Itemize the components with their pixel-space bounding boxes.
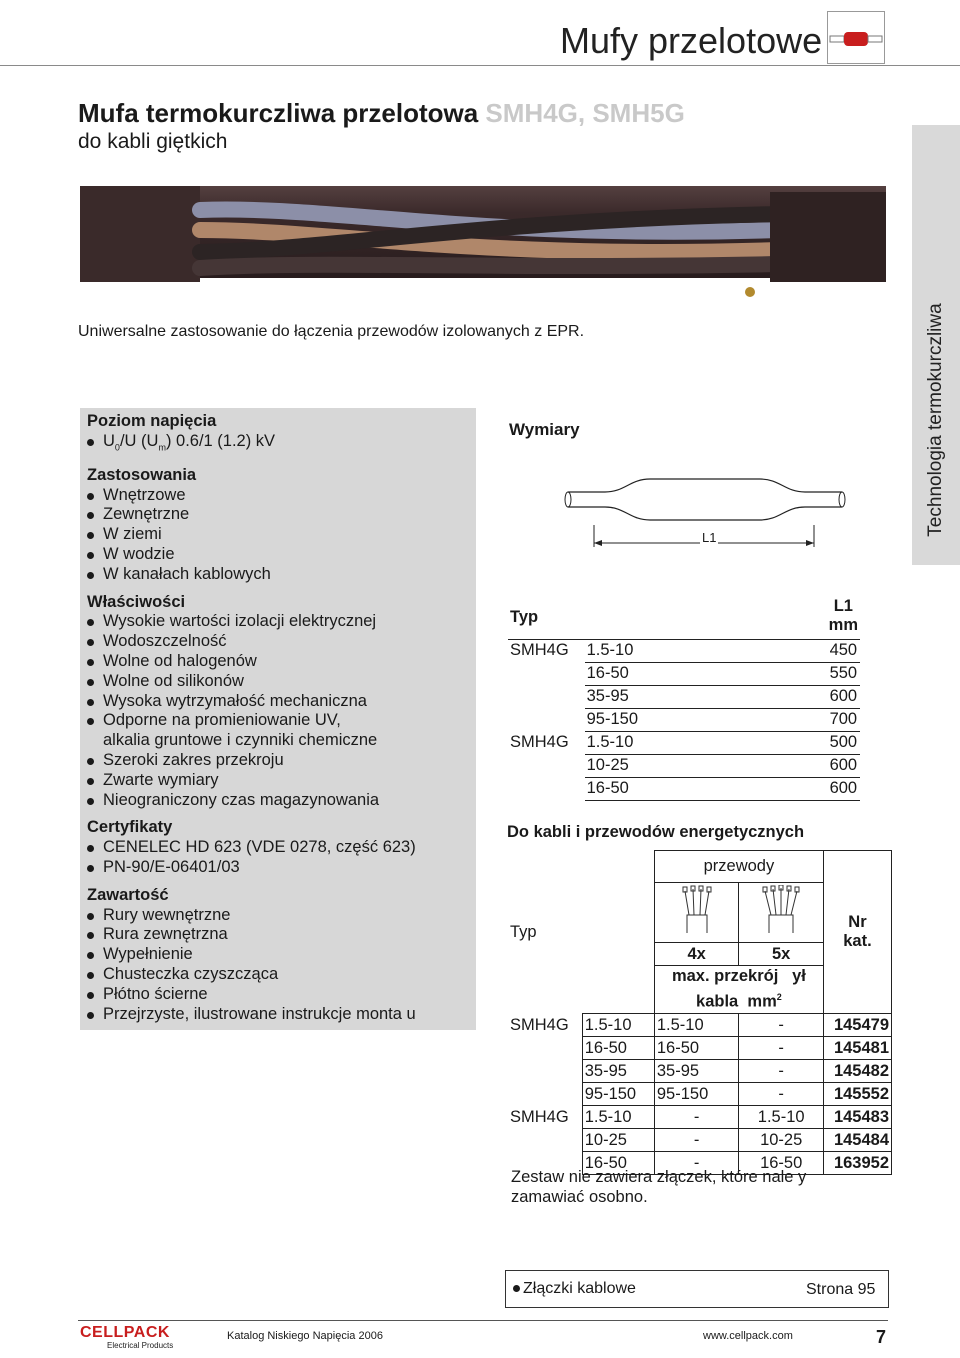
table-row: 95-150 95-150 - 145552 (508, 1083, 892, 1106)
table-row: SMH4G 1.5-10 - 1.5-10 145483 (508, 1106, 892, 1129)
col-5x: 5x (739, 943, 824, 966)
l1-dimension-label: L1 (702, 530, 717, 545)
cellpack-logo: CELLPACK (80, 1324, 170, 1341)
footer-divider (78, 1320, 888, 1321)
product-subtitle: do kabli giętkich (78, 130, 228, 153)
sleeve-icon (827, 11, 885, 64)
footer-catalog: Katalog Niskiego Napięcia 2006 (227, 1330, 383, 1342)
page-header-title: Mufy przelotowe (560, 20, 823, 61)
cellpack-logo-tagline: Electrical Products (107, 1341, 174, 1350)
col-max-section: max. przekrój ył kabla $mm^2$ (654, 966, 823, 1014)
header-divider (0, 65, 960, 66)
certificates-heading: Certyfikaty (87, 818, 173, 837)
list-item: Płótno ścierne (87, 985, 472, 1005)
table-row: SMH4G 1.5-10 1.5-10 - 145479 (508, 1014, 892, 1037)
list-item: Rura zewnętrzna (87, 925, 472, 945)
dimensions-table (508, 597, 860, 801)
uses-heading: Zastosowania (87, 465, 197, 484)
table-header-row (508, 597, 860, 639)
table-row: 16-50 550 (508, 662, 860, 685)
list-item: W ziemi (87, 525, 472, 545)
list-item: W kanałach kablowych (87, 565, 472, 585)
col-type: Typ (510, 922, 537, 941)
list-item: Zwarte wymiary (87, 771, 472, 791)
list-item: Zewnętrzne (87, 505, 472, 525)
page-number: 7 (876, 1327, 887, 1347)
table-row: 10-25 - 10-25 145484 (508, 1129, 892, 1152)
col-wires: przewody (654, 851, 823, 883)
five-core-cable-icon (739, 883, 824, 943)
table-row: 10-25 600 (508, 754, 860, 777)
table-row: 95-150 700 (508, 708, 860, 731)
list-item: Odporne na promieniowanie UV, (87, 711, 472, 731)
product-photo (80, 160, 886, 310)
order-note: Zestaw nie zawiera złączek, które nale y zamawiać osobno. (511, 1168, 807, 1206)
list-item: Wysoka wytrzymałość mechaniczna (87, 692, 472, 712)
table-row: 16-50 16-50 - 145481 (508, 1037, 892, 1060)
table-header-row (508, 851, 892, 883)
list-item: Nieograniczony czas magazynowania (87, 791, 472, 811)
list-item: Wodoszczelność (87, 632, 472, 652)
spec-panel-content (87, 412, 472, 1024)
list-item: Przejrzyste, ilustrowane instrukcje monta u (87, 1005, 472, 1025)
list-item: Rury wewnętrzne (87, 906, 472, 926)
col-l1: L1 mm (827, 597, 860, 639)
list-item-continued: alkalia gruntowe i czynniki chemiczne (103, 731, 378, 750)
table-row: SMH4G 1.5-10 500 (508, 731, 860, 754)
list-item: Chusteczka czyszcząca (87, 965, 472, 985)
contents-heading: Zawartość (87, 885, 169, 904)
list-item: Wysokie wartości izolacji elektrycznej (87, 612, 472, 632)
properties-heading: Właściwości (87, 592, 186, 611)
table-row: 16-50 - 16-50 163952 (508, 1152, 892, 1175)
table-row: 16-50 600 (508, 777, 860, 800)
table-row: SMH4G 1.5-10 450 (510, 641, 858, 660)
intro-text: Uniwersalne zastosowanie do łączenia przewodów izolowanych z EPR. (78, 323, 585, 340)
list-item: PN-90/E-06401/03 (87, 858, 472, 878)
cross-reference-link[interactable]: Złączki kablowe (513, 1280, 636, 1298)
list-item: Wypełnienie (87, 945, 472, 965)
cross-reference-page[interactable]: Strona 95 (806, 1281, 876, 1298)
energy-cables-label: Do kabli i przewodów energetycznych (507, 823, 805, 841)
table-row: 35-95 35-95 - 145482 (508, 1060, 892, 1083)
col-type: Typ (508, 597, 585, 639)
product-title-main: Mufa termokurczliwa przelotowa (78, 98, 479, 128)
footer-website[interactable]: www.cellpack.com (703, 1330, 793, 1342)
voltage-heading: Poziom napięcia (87, 412, 217, 430)
list-item: Wolne od silikonów (87, 672, 472, 692)
list-item: Wolne od halogenów (87, 652, 472, 672)
voltage-value: $U_0/U$ $(U_m)$ 0.6/1 (1.2) kV (87, 432, 472, 458)
list-item: W wodzie (87, 545, 472, 565)
list-item: Wnętrzowe (87, 486, 472, 506)
four-core-cable-icon (654, 883, 739, 943)
energy-table (508, 850, 892, 1175)
product-title (78, 98, 685, 129)
side-tab-label: Technologia termokurczliwa (925, 303, 946, 537)
col-4x: 4x (654, 943, 739, 966)
list-item: Szeroki zakres przekroju (87, 751, 472, 771)
table-row: 35-95 600 (508, 685, 860, 708)
col-nr: Nr kat. (823, 851, 891, 1014)
product-title-models: SMH4G, SMH5G (485, 98, 685, 128)
list-item: CENELEC HD 623 (VDE 0278, część 623) (87, 838, 472, 858)
dimensions-label: Wymiary (509, 420, 580, 439)
